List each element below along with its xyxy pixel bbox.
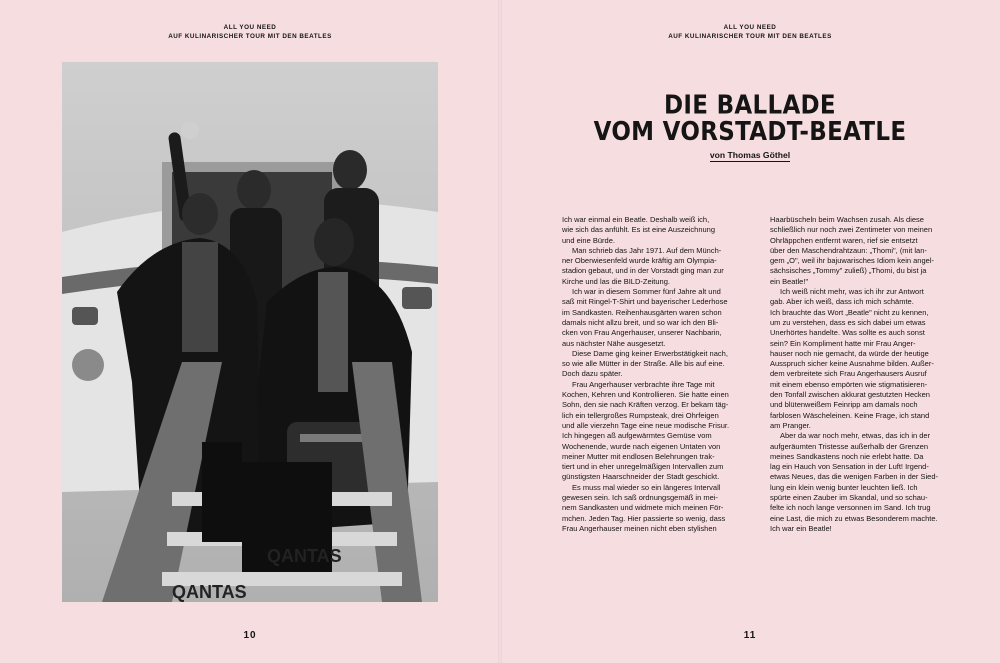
text-line: Haarbüscheln beim Wachsen zusah. Als diese (770, 215, 924, 224)
text-line: ner Oberwiesenfeld wurde kräftig am Olympia- (562, 256, 717, 266)
text-line: und alle vierzehn Tage eine neue modische Frisur. (562, 420, 730, 430)
article-byline (500, 150, 1000, 160)
byline-text: von Thomas Göthel (709, 150, 791, 160)
text-line: Ausspruch sicher keine Ausnahme bilden. Außer- (770, 359, 934, 369)
text-line: gewesen sein. Ich saß ordnungsgemäß in mei- (562, 493, 718, 503)
text-line: gem „O", weil ihr bajuwarisches Idiom kein angel- (770, 256, 934, 266)
text-line: wie sich das anfühlt. Es ist eine Auszeichnung (562, 225, 716, 235)
beatles-photo (62, 62, 438, 602)
text-line: so wie alle Mütter in der Straße. Alle bis auf eine. (562, 359, 725, 369)
text-line: sächsisches „Tommy" zuließ) „Thomi, du bist ja (770, 266, 927, 276)
text-line: Ich war ein Beatle! (770, 523, 832, 533)
text-line: ein Beatle!" (770, 276, 809, 286)
text-line: Ich brauchte das Wort „Beatle" nicht zu kennen, (770, 307, 929, 317)
text-line: etwas Neues, das die wenigen Farben in der Sied- (770, 472, 939, 482)
text-line: gab. Aber ich weiß, dass ich mich schämte. (770, 297, 914, 307)
text-line: günstigsten Haarschneider der Stadt geschickt. (562, 472, 720, 482)
tarmac-sign-2: QANTAS (172, 582, 247, 602)
text-line: Frau Angerhauser verbrachte ihre Tage mit (572, 379, 715, 389)
text-line: Doch dazu später. (562, 369, 623, 379)
text-line: Ich weiß nicht mehr, was ich ihr zur Antwort (780, 287, 924, 297)
text-line: cken von Frau Angerhauser, unserer Nachbarin, (562, 328, 722, 338)
page-number-left: 10 (243, 630, 257, 641)
article-column-1 (562, 215, 754, 534)
text-line: Sohn, den sie nach Kräften verzog. Er bekam täg- (562, 400, 729, 410)
text-line: Frau Angerhauser meinen nicht eben stylishen (562, 523, 717, 533)
text-line: felte ich noch lange versonnen im Sand. Ich trug (770, 503, 931, 513)
text-line: schließlich nur noch zwei Zentimeter von meinen (770, 225, 933, 235)
text-line: Ich war in diesem Sommer fünf Jahre alt und (572, 287, 721, 297)
page-number-right: 11 (743, 630, 757, 641)
text-line: lag ein Hauch von Sensation in der Luft! Irgend- (770, 462, 929, 472)
text-line: um zu verstehen, dass es sich dabei um etwas (770, 317, 926, 327)
text-line: damals nicht allzu breit, und so war ich den Bli- (562, 317, 719, 327)
text-line: Kirche und las die BILD-Zeitung. (562, 276, 670, 286)
article-title-line2: VOM VORSTADT-BEATLE (593, 117, 907, 147)
aircraft-emblem (72, 349, 104, 381)
text-line: meiner Mutter mit endlosen Belehrungen trak- (562, 451, 715, 461)
text-line: spürte einen Zauber im Skandal, und so schau- (770, 493, 928, 503)
text-line: Man schrieb das Jahr 1971. Auf dem Münch- (572, 245, 722, 255)
running-head-line2: AUF KULINARISCHER TOUR MIT DEN BEATLES (168, 32, 332, 40)
text-line: am Pranger. (770, 420, 811, 430)
text-line: stadion gebaut, und in der Vorstadt ging man zur (562, 266, 724, 276)
text-line: eine Last, die mich zu etwas Besonderem machte. (770, 513, 938, 523)
text-line: lung ein klein wenig bunter leuchten ließ. Ich (770, 482, 918, 492)
text-line: tiert und in eher unregelmäßigen Intervallen zum (562, 462, 724, 472)
text-line: saß mit Ringel-T-Shirt und bayerischer Lederhose (562, 297, 728, 307)
text-line: farblosen Wäscheleinen. Keine Frage, ich stand (770, 410, 930, 420)
article-title (500, 92, 1000, 146)
text-line: über den Maschendrahtzaun: „Thomi", (mit lan- (770, 245, 927, 255)
text-line: den Tonfall zwischen akkurat gestutzten Hecken (770, 390, 930, 400)
text-line: lich ein tellergroßes Rumpsteak, drei Ohrfeigen (562, 410, 719, 420)
text-line: hauser noch nie gemacht, da würde der heutige (770, 348, 929, 358)
text-line: aus nächster Nähe ausgesetzt. (562, 338, 666, 348)
photo-illustration (62, 62, 438, 602)
running-head-right (500, 24, 1000, 41)
text-line: Wochenende, wurde nach eigenen Untaten von (562, 441, 721, 451)
text-line: und blütenweißem Feinripp am damals noch (770, 400, 918, 410)
text-line: Es muss mal wieder so ein längeres Intervall (572, 482, 721, 492)
running-head-line1: ALL YOU NEED (223, 24, 277, 31)
running-head-line1: ALL YOU NEED (723, 24, 777, 31)
text-line: sein? Ein Kompliment hatte mir Frau Anger- (770, 338, 916, 348)
running-head-left (0, 24, 500, 41)
text-line: Unerhörtes handelte. Was sollte es auch sonst (770, 328, 925, 338)
tarmac-sign-1: QANTAS (267, 546, 342, 566)
article-column-2 (770, 215, 962, 534)
text-line: dem verbreitete sich Frau Angerhausers Ausruf (770, 369, 927, 379)
text-line: im Sandkasten. Reihenhausgärten waren schon (562, 307, 722, 317)
text-line: und eine Bürde. (562, 235, 615, 245)
text-line: Ich war einmal ein Beatle. Deshalb weiß ich, (562, 215, 710, 224)
text-line: mchen. Jeden Tag. Hier passierte so wenig, dass (562, 513, 726, 523)
text-line: Aber da war noch mehr, etwas, das ich in der (780, 431, 931, 441)
text-line: aufgeräumten Tristesse außerhalb der Grenzen (770, 441, 929, 451)
article-title-line1: DIE BALLADE (664, 90, 836, 120)
text-line: nem Sandkasten und widmete mich meinen För- (562, 503, 724, 513)
running-head-line2: AUF KULINARISCHER TOUR MIT DEN BEATLES (668, 32, 832, 40)
text-line: Ohrläppchen entfernt waren, rief sie entsetzt (770, 235, 918, 245)
text-line: Ich hingegen aß aufgewärmtes Gemüse vom (562, 431, 712, 441)
text-line: Diese Dame ging keiner Erwerbstätigkeit nach, (572, 348, 728, 358)
text-line: Kochen, Kehren und Kontrollieren. Sie hatte einen (562, 390, 729, 400)
text-line: meines Sandkastens noch nie erlebt hatte. Da (770, 451, 924, 461)
text-line: mit einem ebenso empörten wie stigmatisieren- (770, 379, 928, 389)
